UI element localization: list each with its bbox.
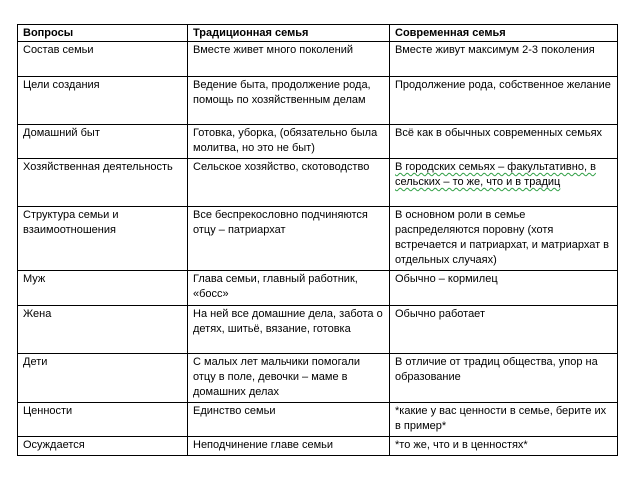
row-label-cell: Домашний быт	[18, 125, 188, 159]
modern-cell: Продолжение рода, собственное желание	[390, 77, 618, 125]
row-label-cell: Состав семьи	[18, 42, 188, 77]
traditional-cell: Глава семьи, главный работник, «босс»	[188, 271, 390, 306]
header-modern-family: Современная семья	[390, 25, 618, 42]
table-row	[18, 306, 618, 354]
traditional-cell: Ведение быта, продолжение рода, помощь по хозяйственным делам	[188, 77, 390, 125]
traditional-cell: Неподчинение главе семьи	[188, 437, 390, 456]
row-label-cell: Жена	[18, 306, 188, 354]
modern-cell: Обычно работает	[390, 306, 618, 354]
row-label-cell: Хозяйственная деятельность	[18, 159, 188, 207]
row-label-cell: Структура семьи и взаимоотношения	[18, 207, 188, 271]
table-row	[18, 42, 618, 77]
traditional-cell: Вместе живет много поколений	[188, 42, 390, 77]
table-row	[18, 437, 618, 456]
table-row	[18, 354, 618, 403]
header-traditional-family: Традиционная семья	[188, 25, 390, 42]
modern-cell: *какие у вас ценности в семье, берите их в пример*	[390, 403, 618, 437]
traditional-cell: Единство семьи	[188, 403, 390, 437]
row-label-cell: Муж	[18, 271, 188, 306]
traditional-cell: Все беспрекословно подчиняются отцу – патриархат	[188, 207, 390, 271]
table-header-row	[18, 25, 618, 42]
modern-cell: В основном роли в семье распределяются поровну (хотя встречается и патриархат, и матриархат в отдельных случаях)	[390, 207, 618, 271]
modern-cell: Всё как в обычных современных семьях	[390, 125, 618, 159]
traditional-cell: Готовка, уборка, (обязательно была молитва, но это не быт)	[188, 125, 390, 159]
row-label-cell: Дети	[18, 354, 188, 403]
row-label-cell: Ценности	[18, 403, 188, 437]
modern-cell: В отличие от традиц общества, упор на образование	[390, 354, 618, 403]
traditional-cell: Сельское хозяйство, скотоводство	[188, 159, 390, 207]
modern-cell: Обычно – кормилец	[390, 271, 618, 306]
table-row	[18, 125, 618, 159]
traditional-cell: На ней все домашние дела, забота о детях, шитьё, вязание, готовка	[188, 306, 390, 354]
modern-cell: Вместе живут максимум 2-3 поколения	[390, 42, 618, 77]
traditional-cell: С малых лет мальчики помогали отцу в поле, девочки – маме в домашних делах	[188, 354, 390, 403]
modern-cell: *то же, что и в ценностях*	[390, 437, 618, 456]
table-row	[18, 159, 618, 207]
table-row	[18, 207, 618, 271]
row-label-cell: Цели создания	[18, 77, 188, 125]
table-row	[18, 271, 618, 306]
header-questions: Вопросы	[18, 25, 188, 42]
table-row	[18, 403, 618, 437]
row-label-cell: Осуждается	[18, 437, 188, 456]
table-row	[18, 77, 618, 125]
modern-cell: В городских семьях – факультативно, в сельских – то же, что и в традиц	[390, 159, 618, 207]
comparison-table	[17, 24, 618, 456]
